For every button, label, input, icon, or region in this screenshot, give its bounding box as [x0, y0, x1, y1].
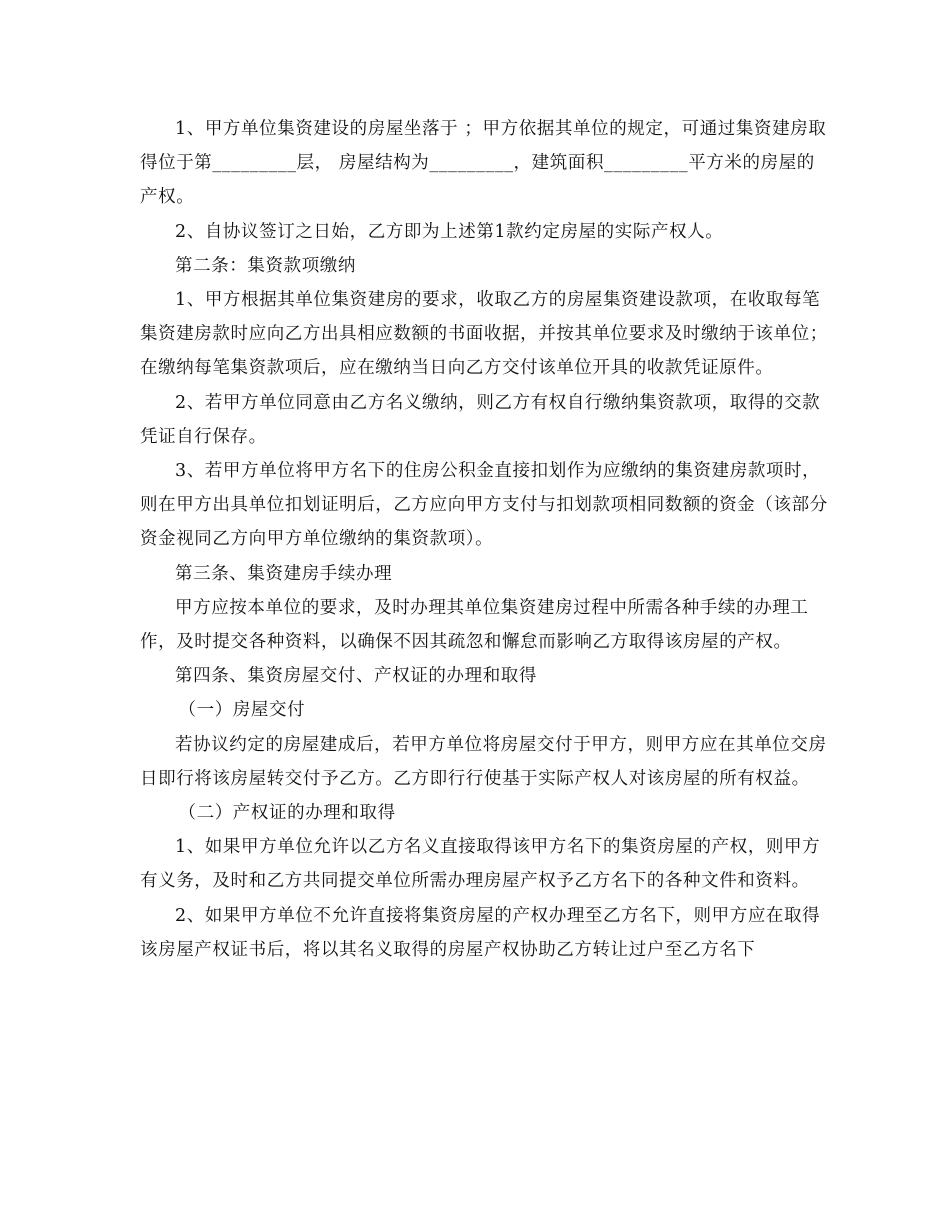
subheading-certificate: （二）产权证的办理和取得: [178, 803, 396, 824]
paragraph-clause-2-1: 1、甲方根据其单位集资建房的要求，收取乙方的房屋集资建设款项，在收取每笔集资建房款时应向乙方出具相应数额的书面收据，并按其单位要求及时缴纳于该单位；在缴纳每笔集资款项后，应在缴纳当日向乙方交付该单位开具的收款凭证原件。: [140, 290, 828, 379]
heading-article-4: 第四条、集资房屋交付、产权证的办理和取得: [175, 666, 537, 687]
heading-article-3: 第三条、集资建房手续办理: [175, 563, 393, 584]
subheading-house-delivery: （一）房屋交付: [178, 700, 306, 721]
paragraph-certificate-1: 1、如果甲方单位允许以乙方名义直接取得该甲方名下的集资房屋的产权，则甲方有义务，及时和乙方共同提交单位所需办理房屋产权予乙方名下的各种文件和资料。: [140, 837, 821, 892]
paragraph-clause-2-3: 3、若甲方单位将甲方名下的住房公积金直接扣划作为应缴纳的集资建房款项时，则在甲方出具单位扣划证明后，乙方应向甲方支付与扣划款项相同数额的资金（该部分资金视同乙方向甲方单位缴纳的集资款项）。: [140, 461, 828, 550]
heading-article-2: 第二条：集资款项缴纳: [175, 255, 356, 276]
paragraph-certificate-2: 2、如果甲方单位不允许直接将集资房屋的产权办理至乙方名下，则甲方应在取得该房屋产权证书后，将以其名义取得的房屋产权协助乙方转让过户至乙方名下: [140, 905, 821, 960]
paragraph-clause-2-2: 2、若甲方单位同意由乙方名义缴纳，则乙方有权自行缴纳集资款项，取得的交款凭证自行保存。: [140, 392, 821, 447]
paragraph-article-3: 甲方应按本单位的要求，及时办理其单位集资建房过程中所需各种手续的办理工作，及时提交各种资料，以确保不因其疏忽和懈怠而影响乙方取得该房屋的产权。: [140, 597, 809, 653]
document-body: [140, 112, 830, 967]
paragraph-clause-1-2: 2、自协议签订之日始，乙方即为上述第1款约定房屋的实际产权人。: [175, 221, 724, 242]
paragraph-house-delivery: 若协议约定的房屋建成后，若甲方单位将房屋交付于甲方，则甲方应在其单位交房日即行将该房屋转交付予乙方。乙方即行行使基于实际产权人对该房屋的所有权益。: [140, 734, 827, 789]
paragraph-clause-1-1: 1、甲方单位集资建设的房屋坐落于 ；甲方依据其单位的规定，可通过集资建房取得位于第_________层， 房屋结构为_________，建筑面积_________平方米的房屋的产权。: [140, 119, 827, 208]
